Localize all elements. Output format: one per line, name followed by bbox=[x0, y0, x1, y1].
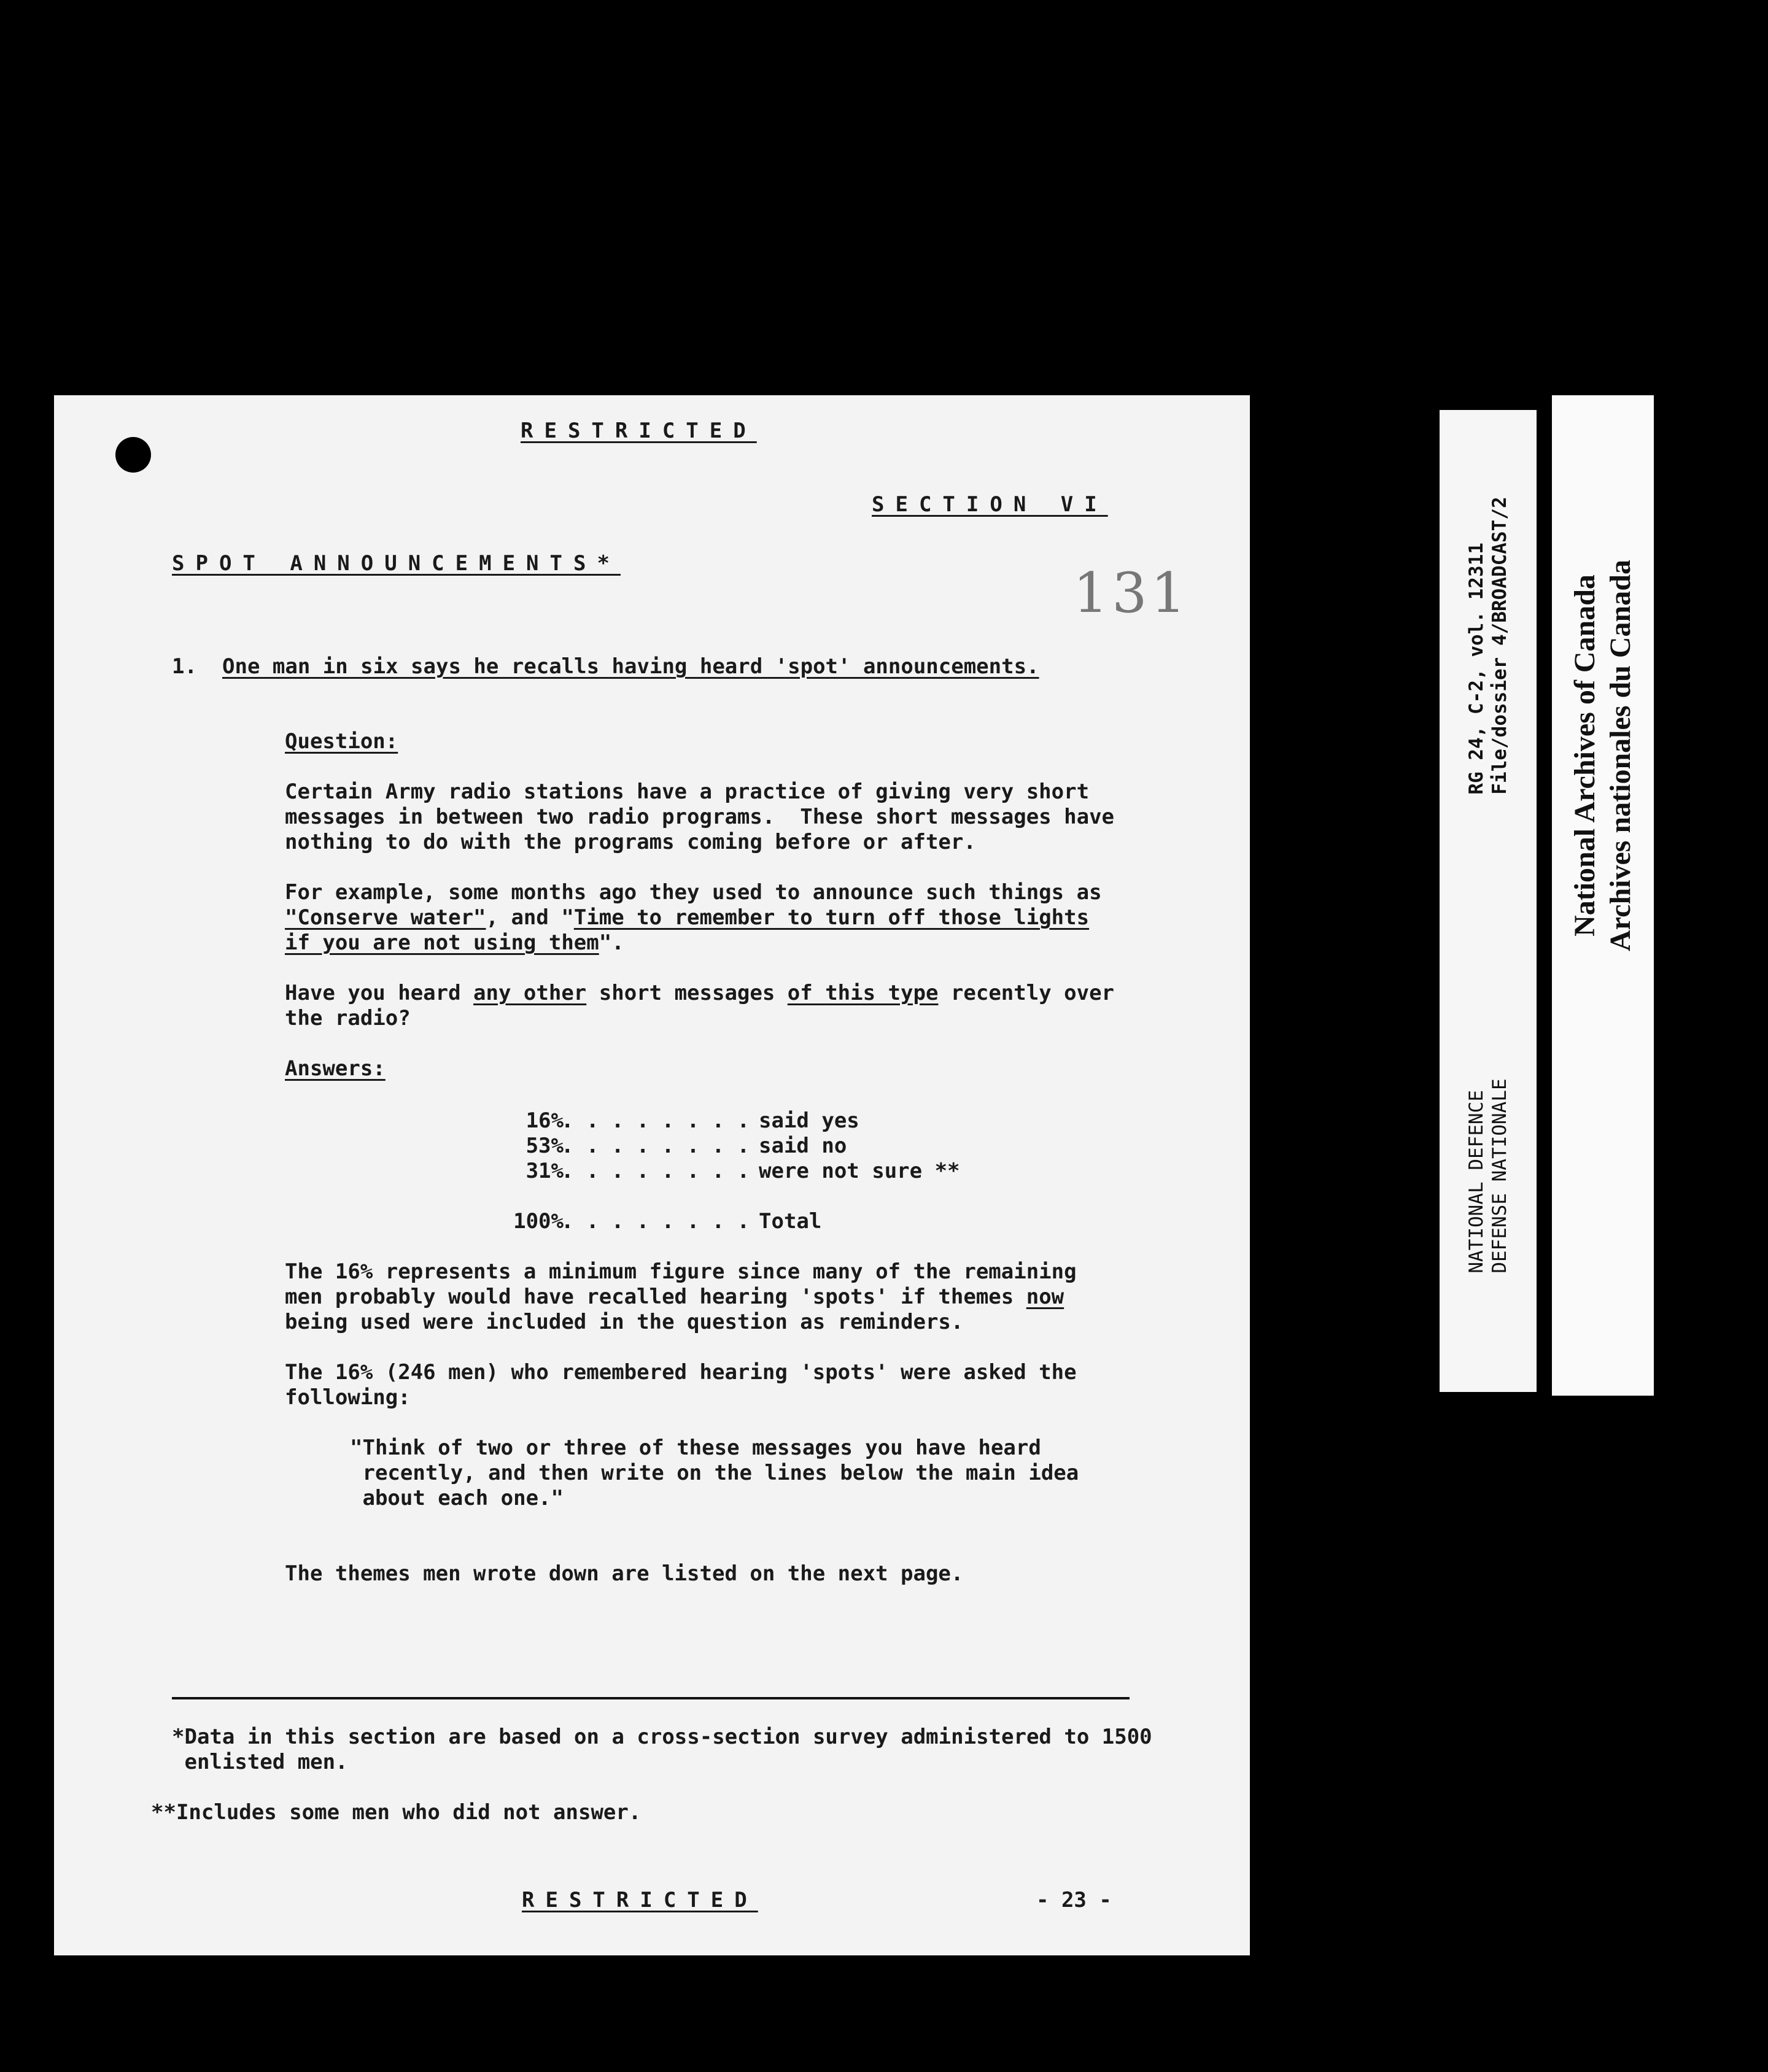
finding-number: 1. bbox=[172, 654, 197, 679]
body-text-line: being used were included in the question as reminders. bbox=[285, 1310, 964, 1334]
restricted-header: RESTRICTED bbox=[521, 419, 757, 443]
example-text-line: "Conserve water", and "Time to remember to turn off those lights bbox=[285, 905, 1090, 930]
survey-quote-line: about each one." bbox=[350, 1486, 564, 1510]
leader-dots: . . . . . . . . bbox=[561, 1209, 750, 1234]
page-number: - 23 - bbox=[1036, 1888, 1112, 1912]
punch-hole bbox=[115, 437, 151, 473]
body-text-line: following: bbox=[285, 1385, 411, 1410]
footnote-line: enlisted men. bbox=[172, 1750, 348, 1774]
answer-text: were not sure ** bbox=[759, 1159, 960, 1183]
survey-quote-line: recently, and then write on the lines below the main idea bbox=[350, 1461, 1079, 1485]
example-text-line: For example, some months ago they used to announce such things as bbox=[285, 880, 1102, 905]
body-text-line: The themes men wrote down are listed on the next page. bbox=[285, 1561, 964, 1586]
example-quote-conserve-water: "Conserve water" bbox=[285, 905, 486, 930]
question-text-line: nothing to do with the programs coming before or after. bbox=[285, 830, 976, 854]
section-heading: SECTION VI bbox=[872, 492, 1108, 517]
body-text-line: men probably would have recalled hearing 'spots' if themes now bbox=[285, 1285, 1064, 1309]
leader-dots: . . . . . . . . bbox=[561, 1159, 750, 1183]
department-label: NATIONAL DEFENCE DEFENSE NATIONALE bbox=[1465, 1078, 1511, 1274]
handwritten-page-number: 131 bbox=[1073, 561, 1190, 625]
question-text-line: messages in between two radio programs. These short messages have bbox=[285, 805, 1115, 829]
footnote-line: *Data in this section are based on a cross-section survey administered to 1500 bbox=[172, 1725, 1152, 1749]
footnote-divider bbox=[172, 1697, 1130, 1699]
body-text-line: The 16% (246 men) who remembered hearing 'spots' were asked the bbox=[285, 1360, 1077, 1385]
archive-name: National Archives of Canada Archives nationales du Canada bbox=[1568, 559, 1637, 951]
answer-text: said yes bbox=[759, 1108, 859, 1133]
document-page bbox=[54, 395, 1250, 1955]
answer-percent: 31% bbox=[525, 1159, 564, 1183]
body-text-line: The 16% represents a minimum figure since many of the remaining bbox=[285, 1259, 1077, 1284]
answer-percent: 16% bbox=[525, 1108, 564, 1133]
question-prompt-line: the radio? bbox=[285, 1006, 411, 1030]
question-prompt-line: Have you heard any other short messages of this type recently over bbox=[285, 981, 1115, 1005]
archive-name-strip bbox=[1552, 395, 1654, 1396]
question-label: Question: bbox=[285, 729, 398, 754]
leader-dots: . . . . . . . . bbox=[561, 1108, 750, 1133]
survey-quote-line: "Think of two or three of these messages you have heard bbox=[350, 1436, 1041, 1460]
answer-total-text: Total bbox=[759, 1209, 822, 1234]
answer-total-percent: 100% bbox=[513, 1209, 564, 1234]
example-quote-lights: Time to remember to turn off those lights bbox=[573, 905, 1090, 930]
archive-reference-strip bbox=[1440, 410, 1537, 1392]
question-text-line: Certain Army radio stations have a practice of giving very short bbox=[285, 779, 1090, 804]
footnote-line: **Includes some men who did not answer. bbox=[151, 1800, 642, 1825]
answers-label: Answers: bbox=[285, 1056, 386, 1081]
leader-dots: . . . . . . . . bbox=[561, 1134, 750, 1158]
example-text-line: if you are not using them". bbox=[285, 930, 624, 955]
answer-percent: 53% bbox=[525, 1134, 564, 1158]
restricted-footer: RESTRICTED bbox=[522, 1888, 758, 1912]
archive-reference: RG 24, C-2, vol. 12311 File/dossier 4/BROADCAST/2 bbox=[1465, 497, 1511, 795]
finding-text: One man in six says he recalls having heard 'spot' announcements. bbox=[222, 654, 1039, 679]
answer-text: said no bbox=[759, 1134, 847, 1158]
document-title: SPOT ANNOUNCEMENTS* bbox=[172, 551, 621, 576]
